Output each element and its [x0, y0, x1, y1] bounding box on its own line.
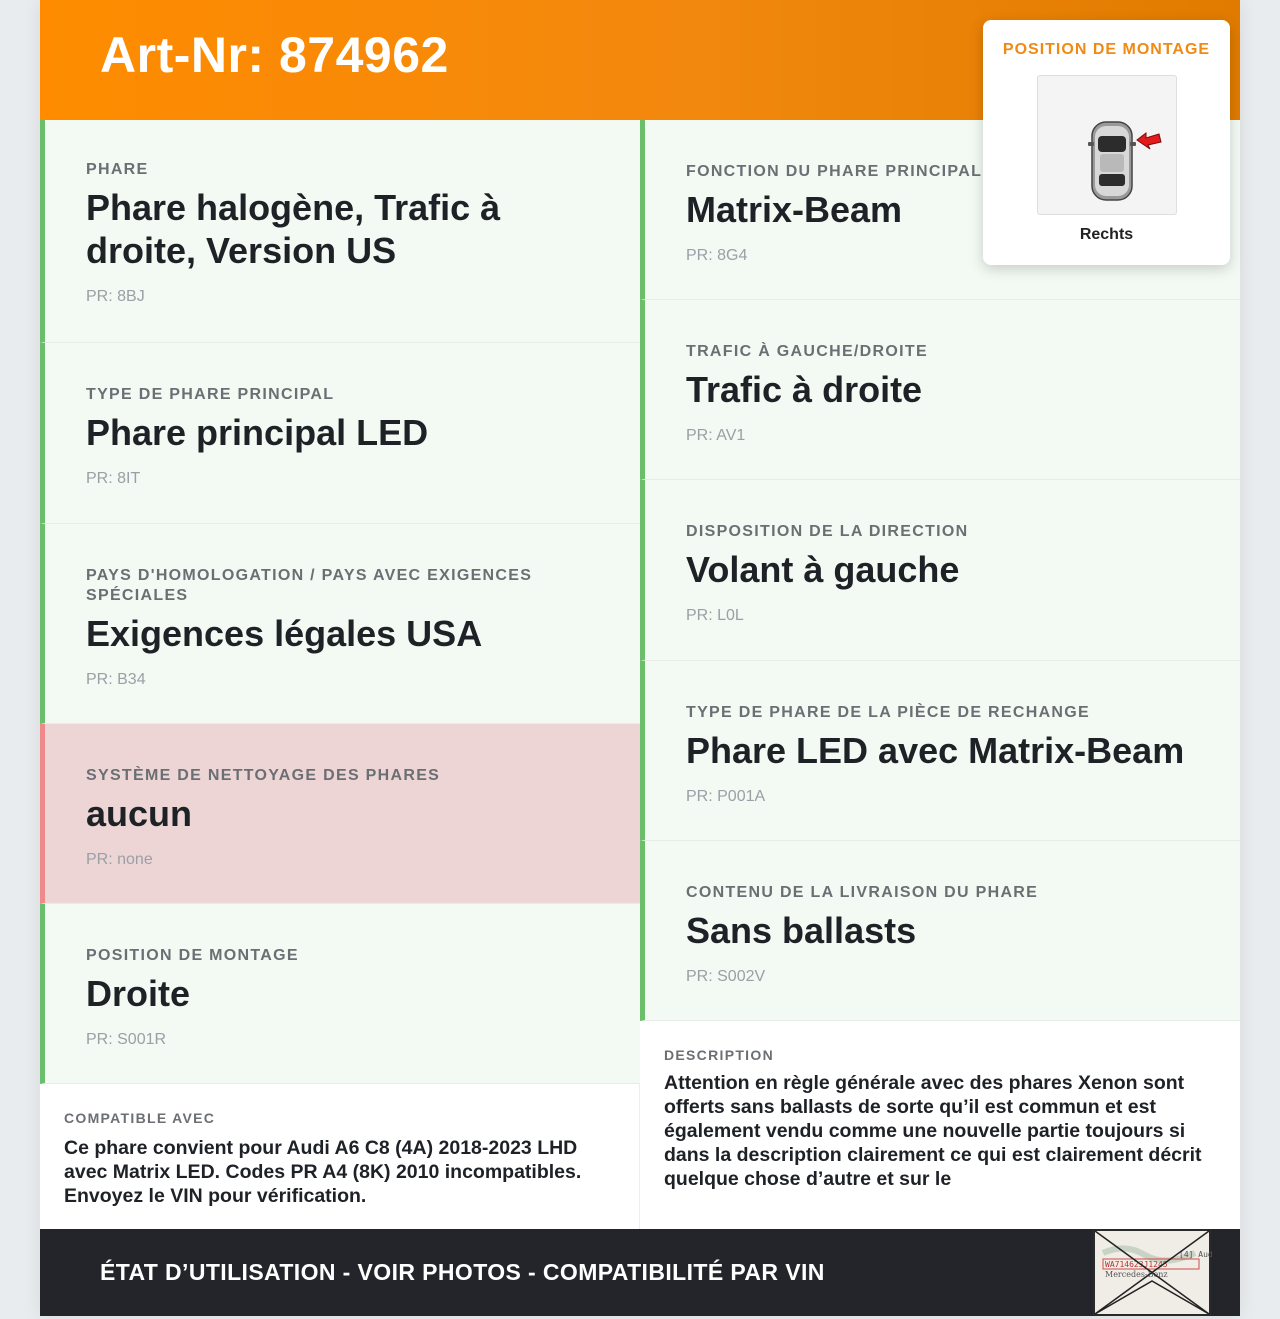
spec-pr-code: PR: 8BJ: [86, 288, 145, 305]
spec-cell-contenu: [640, 841, 1240, 1021]
spec-label: POSITION DE MONTAGE: [86, 947, 299, 964]
spec-label: CONTENU DE LA LIVRAISON DU PHARE: [686, 884, 1039, 901]
compatible-text: Ce phare convient pour Audi A6 C8 (4A) 2018-2023 LHD avec Matrix LED. Codes PR A4 (8K) 2010 incompatibles. Envoyez le VIN pour vérification.: [64, 1137, 582, 1207]
car-top-view-icon: [1038, 76, 1178, 216]
spec-pr-code: PR: S001R: [86, 1031, 167, 1048]
spec-label: TYPE DE PHARE PRINCIPAL: [86, 386, 335, 403]
spec-value: Trafic à droite: [686, 369, 923, 410]
spec-pr-code: PR: L0L: [686, 607, 744, 624]
spec-label: DISPOSITION DE LA DIRECTION: [686, 523, 969, 540]
compatible-section: [40, 1084, 640, 1229]
spec-cell-homologation: [40, 524, 640, 724]
spec-value: Droite: [86, 973, 191, 1014]
mounting-position-card: [983, 20, 1230, 265]
spec-pr-code: PR: 8G4: [686, 247, 748, 264]
spec-cell-phare: [40, 120, 640, 343]
spec-value: Exigences légales USA: [86, 613, 483, 654]
spec-label: PHARE: [86, 161, 149, 178]
spec-pr-code: PR: S002V: [686, 968, 766, 985]
spec-cell-direction: [640, 480, 1240, 661]
mounting-position-title: POSITION DE MONTAGE: [1002, 41, 1211, 58]
spec-value: aucun: [86, 793, 193, 834]
compatible-label: COMPATIBLE AVEC: [64, 1110, 216, 1126]
spec-pr-code: PR: B34: [86, 671, 146, 688]
spec-value: Phare LED avec Matrix-Beam: [686, 730, 1185, 771]
stamp-envelope-image: [1093, 1229, 1211, 1316]
stamp-line-1: [4] Aud: [1179, 1250, 1213, 1259]
stamp-line-3: Mercedes-Benz: [1105, 1270, 1168, 1279]
spec-cell-type-rechange: [640, 661, 1240, 841]
spec-value: Phare halogène, Trafic à droite, Version US: [86, 187, 501, 271]
spec-label: SYSTÈME DE NETTOYAGE DES PHARES: [86, 767, 441, 784]
mounting-position-image: [1037, 75, 1177, 215]
red-arrow-icon: [1137, 133, 1161, 149]
spec-label: TYPE DE PHARE DE LA PIÈCE DE RECHANGE: [686, 704, 1091, 721]
spec-pr-code: PR: none: [86, 851, 153, 868]
footer-text: ÉTAT D’UTILISATION - VOIR PHOTOS - COMPATIBILITÉ PAR VIN: [100, 1259, 825, 1285]
spec-value: Matrix-Beam: [686, 189, 903, 230]
spec-value: Volant à gauche: [686, 549, 960, 590]
description-text: Attention en règle générale avec des phares Xenon sont offerts sans ballasts de sorte qu’il est commun et est également vendu comme une nouvelle partie toujours si dans la description clairement ce qui est clairement décrit quelque chose d’autre et sur le: [664, 1072, 1202, 1190]
spec-value: Phare principal LED: [86, 412, 429, 453]
spec-cell-position: [40, 904, 640, 1084]
spec-pr-code: PR: 8IT: [86, 470, 141, 487]
spec-cell-trafic: [640, 300, 1240, 480]
spec-pr-code: PR: AV1: [686, 427, 746, 444]
description-section: [640, 1021, 1240, 1229]
stamp-line-2: WA714623J1245: [1105, 1260, 1168, 1269]
footer-bar: [40, 1229, 1240, 1316]
spec-label: PAYS D'HOMOLOGATION / PAYS AVEC EXIGENCES SPÉCIALES: [86, 567, 533, 604]
spec-column-left: [40, 120, 640, 1084]
spec-label: TRAFIC À GAUCHE/DROITE: [686, 343, 928, 360]
spec-cell-type-phare: [40, 343, 640, 524]
spec-cell-nettoyage: [40, 724, 640, 904]
spec-value: Sans ballasts: [686, 910, 917, 951]
spec-pr-code: PR: P001A: [686, 788, 766, 805]
article-number-title: Art-Nr: 874962: [100, 27, 449, 83]
mounting-position-caption: Rechts: [1079, 226, 1134, 243]
description-label: DESCRIPTION: [664, 1047, 774, 1063]
spec-label: FONCTION DU PHARE PRINCIPAL: [686, 163, 983, 180]
envelope-icon: [1095, 1231, 1213, 1314]
